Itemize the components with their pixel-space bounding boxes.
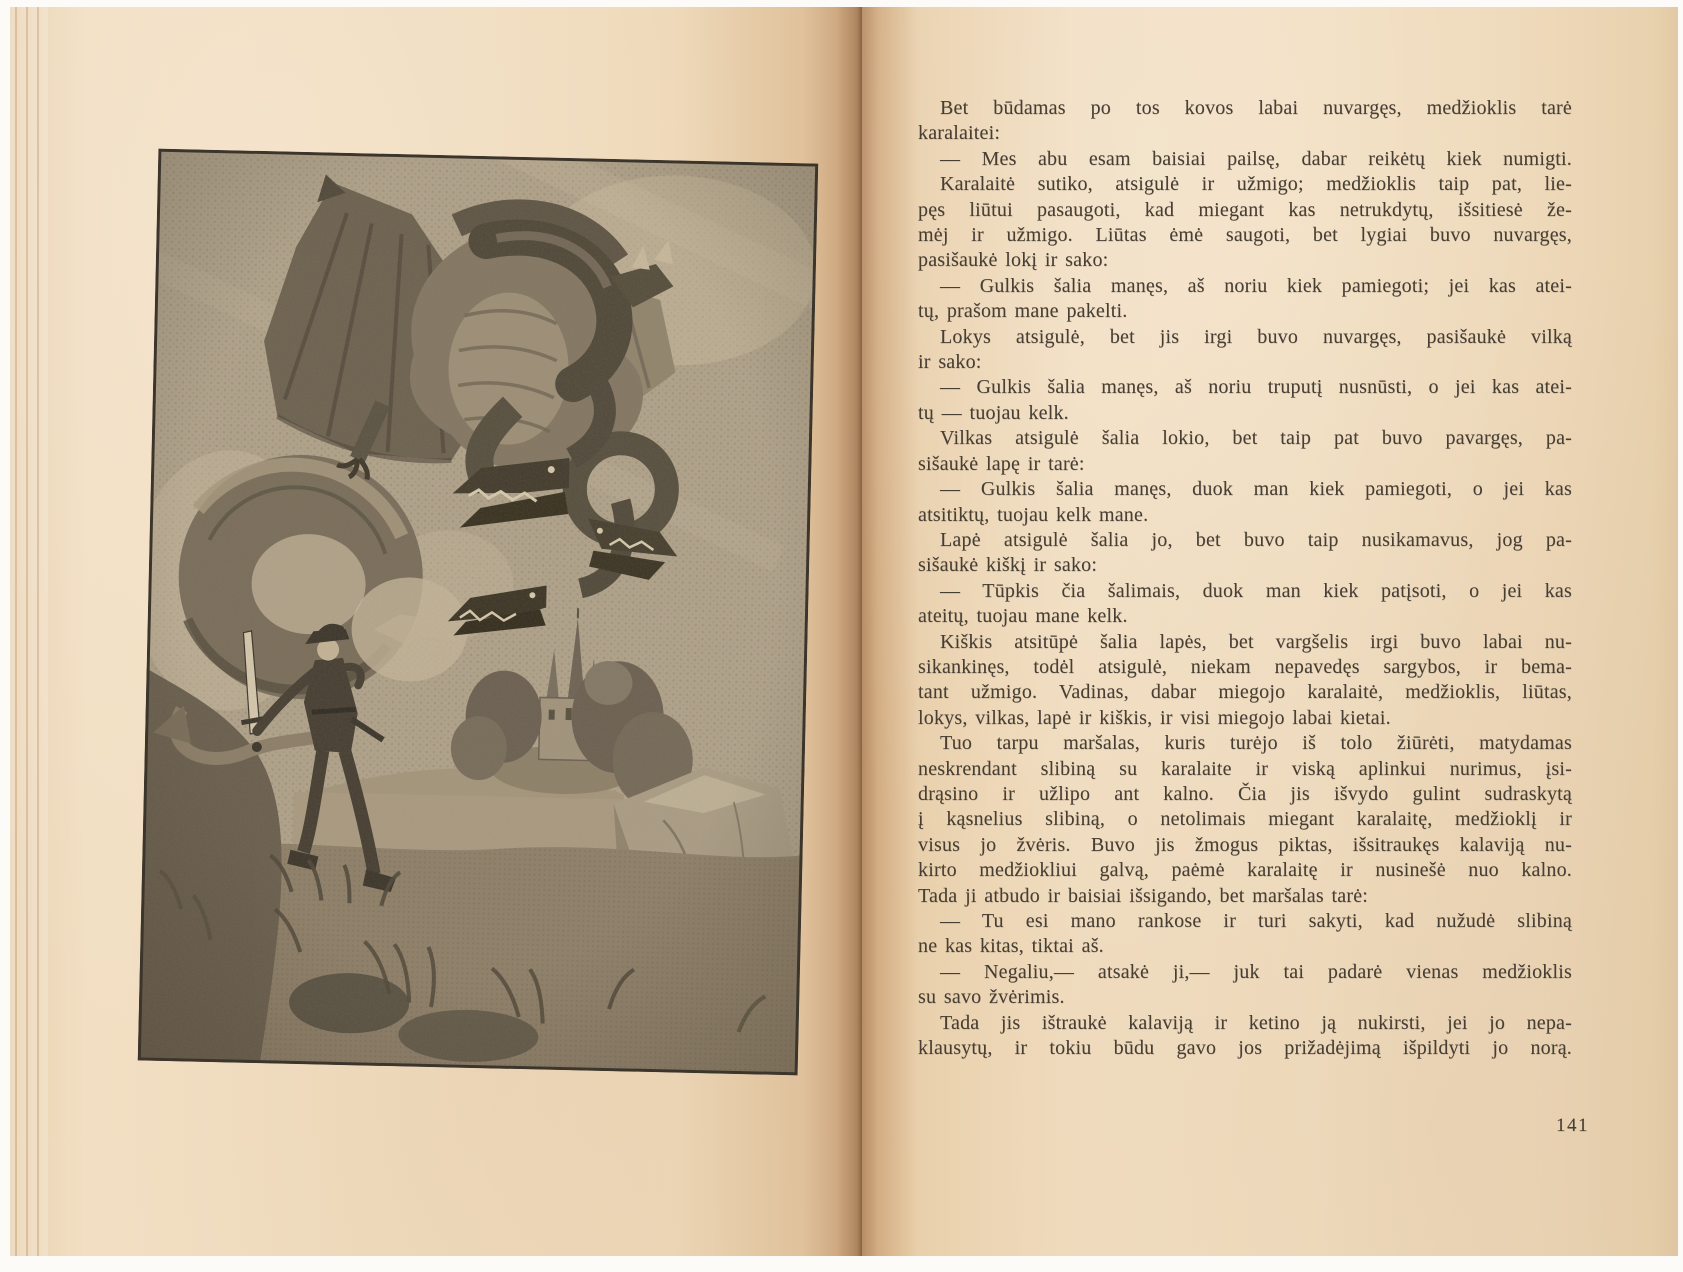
text-line: Tuo tarpu maršalas, kuris turėjo iš tolo žiūrėti, matydamas [940, 732, 1572, 755]
text-line: visus jo žvėris. Buvo jis žmogus piktas, išsitraukęs kalaviją nu- [918, 833, 1572, 856]
text-line: pęs liūtui pasaugoti, kad miegant kas netrukdytų, išsitiesė že- [918, 198, 1572, 221]
text-line: į kąsnelius slibiną, o netolimais miegant karalaitę, medžioklį ir [918, 808, 1572, 831]
page-number: 141 [1556, 1115, 1589, 1136]
text-line: — Tu esi mano rankose ir turi sakyti, kad nužudė slibiną [940, 910, 1572, 932]
book-illustration [138, 149, 819, 1076]
text-line: — Gulkis šalia manęs, aš noriu truputį nusnūsti, o jei kas atei- [940, 376, 1572, 399]
text-line: — Mes abu esam baisiai pailsę, dabar reikėtų kiek numigti. [940, 147, 1572, 170]
text-line: klausytų, ir tokiu būdu gavo jos prižadėjimą išpildyti jo norą. [918, 1037, 1572, 1060]
text-line: Bet būdamas po tos kovos labai nuvargęs, medžioklis tarė [940, 97, 1572, 119]
left-page [10, 7, 862, 1256]
story-text [918, 96, 1572, 1061]
text-line: Lapė atsigulė šalia jo, bet buvo taip nusikamavus, jog pa- [940, 528, 1572, 551]
text-line: Tada ji atbudo ir baisiai išsigando, bet maršalas tarė: [918, 884, 1369, 907]
right-page [862, 7, 1678, 1256]
text-line: Kiškis atsitūpė šalia lapės, bet vargšelis irgi buvo labai nu- [940, 630, 1572, 653]
text-line: — Tūpkis čia šalimais, duok man kiek patįsoti, o jei kas [940, 579, 1572, 602]
text-line: ne kas kitas, tiktai aš. [918, 935, 1104, 958]
text-line: Vilkas atsigulė šalia lokio, bet taip pat buvo pavargęs, pa- [940, 427, 1572, 450]
text-line: Karalaitė sutiko, atsigulė ir užmigo; medžioklis taip pat, lie- [940, 173, 1572, 196]
text-line: lokys, vilkas, lapė ir kiškis, ir visi miegojo labai kietai. [918, 706, 1391, 729]
text-line: mėj ir užmigo. Liūtas ėmė saugoti, bet lygiai buvo nuvargęs, [918, 224, 1572, 247]
text-line: tų — tuojau kelk. [918, 401, 1069, 424]
text-line: karalaitei: [918, 122, 1001, 145]
text-line: Lokys atsigulė, bet jis irgi buvo nuvargęs, pasišaukė vilką [940, 325, 1572, 348]
text-line: kirto medžiokliui galvą, paėmė karalaitę ir nusinešė nuo kalno. [918, 859, 1572, 882]
text-line: — Gulkis šalia manęs, duok man kiek pamiegoti, o jei kas [940, 478, 1572, 501]
text-line: tant užmigo. Vadinas, dabar miegojo karalaitė, medžioklis, liūtas, [918, 681, 1572, 704]
text-line: ir sako: [918, 351, 982, 374]
text-line: atsitiktų, tuojau kelk mane. [918, 503, 1149, 526]
text-line: pasišaukė lokį ir sako: [918, 249, 1109, 272]
text-line: su savo žvėrimis. [918, 986, 1065, 1009]
text-line: — Negaliu,— atsakė ji,— juk tai padarė vienas medžioklis [940, 960, 1572, 983]
page-edge-stack [10, 7, 48, 1256]
text-line: neskrendant slibiną su karalaite ir viską aplinkui nurimus, įsi- [918, 757, 1572, 780]
text-line: drąsino ir užlipo ant kalno. Čia jis išvydo gulint sudraskytą [918, 782, 1572, 805]
text-line: Tada jis ištraukė kalaviją ir ketino ją nukirsti, jei jo nepa- [940, 1011, 1572, 1034]
text-line: ateitų, tuojau mane kelk. [918, 605, 1128, 628]
text-line: sišaukė lapę ir tarė: [918, 452, 1085, 475]
text-line: tų, prašom mane pakelti. [918, 300, 1128, 323]
text-line: sišaukė kiškį ir sako: [918, 554, 1098, 577]
text-line: sikankinęs, todėl atsigulė, niekam nepavedęs sargybos, ir bema- [918, 655, 1572, 678]
text-line: — Gulkis šalia manęs, aš noriu kiek pamiegoti; jei kas atei- [940, 274, 1572, 297]
